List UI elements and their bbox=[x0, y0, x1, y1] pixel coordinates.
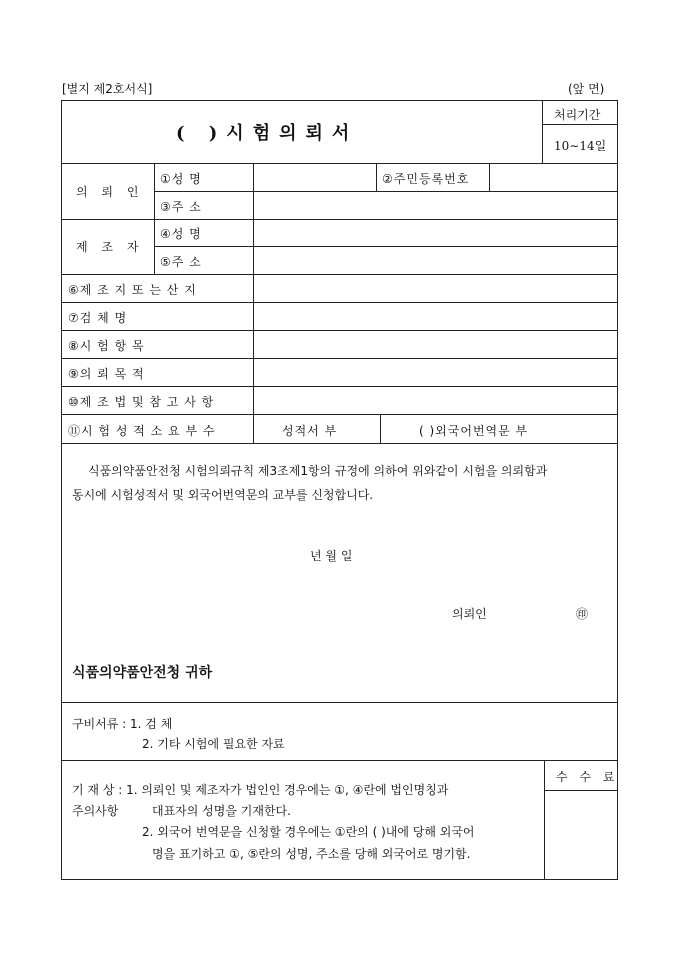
application-date[interactable]: 년 월 일 bbox=[310, 549, 353, 563]
seal-mark[interactable]: ㊞ bbox=[576, 607, 589, 621]
rrn-field[interactable] bbox=[490, 164, 618, 191]
processing-period-value: 10∼14일 bbox=[554, 139, 607, 153]
processing-period-label: 처리기간 bbox=[554, 108, 601, 122]
attachments-label: 구비서류 : 1. 검 체 bbox=[72, 717, 173, 731]
translation-copies[interactable]: ( )외국어번역문 부 bbox=[419, 424, 529, 438]
method-notes-label: ⑩제 조 법 및 참 고 사 항 bbox=[68, 395, 215, 409]
attachments-item-2: 2. 기타 시험에 필요한 자료 bbox=[142, 737, 285, 751]
fee-field[interactable] bbox=[545, 791, 617, 879]
notes-line-4: 명을 표기하고 ①, ⑤란의 성명, 주소를 당해 외국어로 명기함. bbox=[152, 847, 471, 861]
test-items-field[interactable] bbox=[254, 331, 618, 358]
notes-label: 주의사항 bbox=[72, 804, 119, 818]
fee-label: 수 수 료 bbox=[556, 770, 619, 784]
purpose-field[interactable] bbox=[254, 359, 618, 386]
addressee: 식품의약품안전청 귀하 bbox=[72, 665, 213, 681]
report-copies[interactable]: 성적서 부 bbox=[282, 424, 338, 438]
manufacturer-name-label: ④성 명 bbox=[160, 227, 202, 241]
requester-name-label: ①성 명 bbox=[160, 172, 202, 186]
manufacturer-address-label: ⑤주 소 bbox=[160, 255, 202, 269]
required-copies-label: ⑪시 험 성 적 소 요 부 수 bbox=[68, 424, 216, 438]
origin-field[interactable] bbox=[254, 275, 618, 302]
notes-line-1: 기 재 상 : 1. 의뢰인 및 제조자가 법인인 경우에는 ①, ④란에 법인명칭과 bbox=[72, 783, 449, 797]
origin-label: ⑥제 조 지 또 는 산 지 bbox=[68, 283, 197, 297]
statement-line-1: 식품의약품안전청 시험의뢰규칙 제3조제1항의 규정에 의하여 위와같이 시험을 의뢰함과 bbox=[88, 464, 548, 478]
statement-line-2: 동시에 시험성적서 및 외국어번역문의 교부를 신청합니다. bbox=[72, 488, 374, 502]
form-number-label: [별지 제2호서식] bbox=[62, 82, 153, 96]
requester-address-label: ③주 소 bbox=[160, 200, 202, 214]
method-notes-field[interactable] bbox=[254, 387, 618, 414]
manufacturer-name-field[interactable] bbox=[254, 220, 618, 246]
sample-name-label: ⑦검 체 명 bbox=[68, 311, 128, 325]
rrn-label: ②주민등록번호 bbox=[382, 172, 470, 186]
manufacturer-group-label: 제 조 자 bbox=[76, 240, 144, 254]
test-items-label: ⑧시 험 항 목 bbox=[68, 339, 145, 353]
requester-group-label: 의 뢰 인 bbox=[76, 185, 144, 199]
notes-line-2: 대표자의 성명을 기재한다. bbox=[152, 804, 291, 818]
page-side-label: (앞 면) bbox=[568, 82, 605, 96]
notes-line-3: 2. 외국어 번역문을 신청할 경우에는 ①란의 ( )내에 당해 외국어 bbox=[142, 825, 475, 839]
sample-name-field[interactable] bbox=[254, 303, 618, 330]
form-title: ( )시험의뢰서 bbox=[176, 123, 359, 144]
requester-address-field[interactable] bbox=[254, 192, 618, 219]
manufacturer-address-field[interactable] bbox=[254, 247, 618, 274]
purpose-label: ⑨의 뢰 목 적 bbox=[68, 367, 145, 381]
requester-name-field[interactable] bbox=[254, 164, 376, 191]
signer-label: 의뢰인 bbox=[452, 607, 487, 621]
